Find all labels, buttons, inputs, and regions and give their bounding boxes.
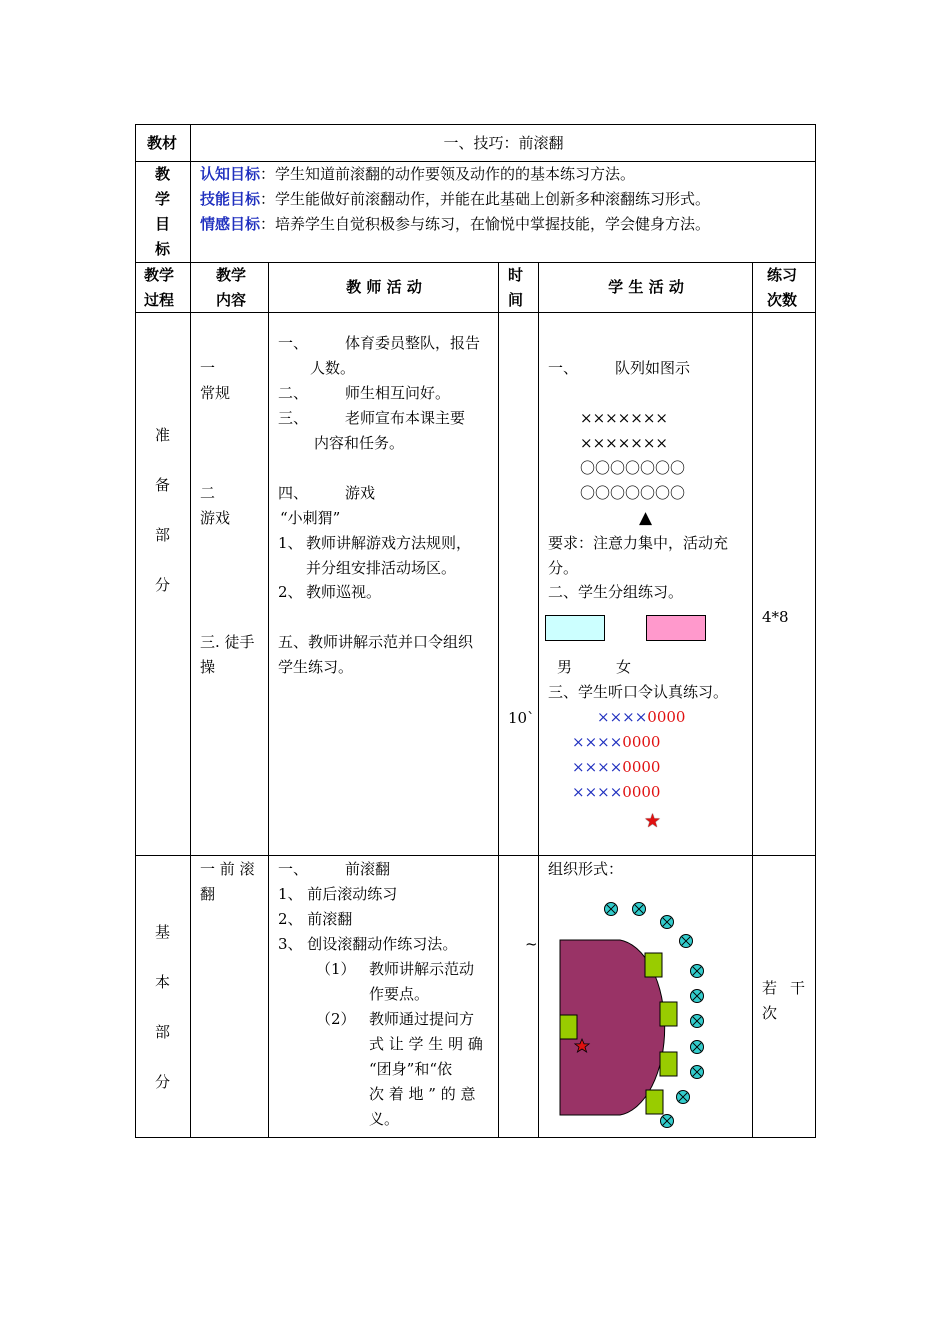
teacher-game-name: “小刺猬” [280,509,341,527]
student-marker-9 [691,1066,704,1079]
teacher-prep-line8: 五、教师讲解示范并口令组织 [278,633,474,651]
pad-1 [645,953,662,977]
col-time-2: 间 [508,291,524,309]
goal-cognitive: 认知目标：学生知道前滚翻的动作要领及动作的的基本练习方法。 [200,165,636,183]
student-requirement: 要求：注意力集中，活动充 [548,534,729,552]
teacher-basic-point2: 教师通过提问方 [369,1010,475,1028]
col-student: 学 生 活 动 [608,278,684,296]
student-org-title: 组织形式： [548,860,624,878]
female-label: 女 [616,658,632,676]
pad-2 [660,1002,677,1026]
student-marker-11 [661,1115,674,1128]
student-marker-5 [691,965,704,978]
basic-reps-3: 次 [762,1004,778,1022]
prep-content-3b: 操 [200,658,216,676]
student-marker-10 [677,1091,690,1104]
col-process-2: 过程 [144,291,175,309]
goal-affective: 情感目标：培养学生自觉积极参与练习，在愉悦中掌握技能，学会健身方法。 [200,215,711,233]
male-group-box [545,615,605,641]
teacher-prep-line3: 老师宣布本课主要 [345,409,466,427]
pad-4 [660,1052,677,1076]
teacher-prep-line6: 教师讲解游戏方法规则， [306,534,472,552]
prep-reps: 4*8 [762,608,789,626]
student-listen-practice: 三、学生听口令认真练习。 [548,683,729,701]
female-group-box [646,615,706,641]
student-marker-6 [691,990,704,1003]
student-marker-7 [691,1015,704,1028]
col-content-1: 教学 [216,266,247,284]
star-icon: ★ [644,810,662,832]
col-process-1: 教学 [144,266,175,284]
prep-content-1b: 常规 [200,384,231,402]
col-reps-2: 次数 [767,291,798,309]
basic-reps-2: 干 [790,979,806,997]
material-label: 教材 [147,134,178,152]
prep-content-1a: 一 [200,359,216,377]
pad-3 [560,1015,577,1039]
col-time-1: 时 [508,266,524,284]
student-marker-3 [661,916,674,929]
teacher-triangle-icon: ▲ [639,508,653,528]
teacher-prep-line4: 游戏 [345,484,376,502]
organization-diagram [540,890,752,1136]
student-marker-8 [691,1041,704,1054]
prep-content-2b: 游戏 [200,509,231,527]
basic-content-2: 翻 [200,885,216,903]
material-value: 一、技巧：前滚翻 [443,134,564,152]
teacher-prep-line2: 师生相互问好。 [345,384,451,402]
col-reps-1: 练习 [767,266,798,284]
male-label: 男 [557,658,573,676]
student-formation-title: 队列如图示 [615,359,691,377]
basic-content-1: 一 前 滚 [200,860,255,878]
basic-reps-1: 若 [762,979,778,997]
col-teacher: 教 师 活 动 [346,278,422,296]
teacher-basic-line3: 2、 前滚翻 [278,910,353,928]
student-marker-4 [680,935,693,948]
teacher-basic-line2: 1、 前后滚动练习 [278,885,398,903]
teacher-basic-line1: 前滚翻 [345,860,391,878]
student-marker-2 [633,903,646,916]
student-marker-1 [605,903,618,916]
teacher-basic-point1: 教师讲解示范动 [369,960,475,978]
basic-time: ~ [525,935,538,953]
student-group-practice: 二、学生分组练习。 [548,583,684,601]
prep-time: 10` [508,709,535,727]
pad-5 [646,1090,663,1114]
teacher-basic-line4: 3、 创设滚翻动作练习法。 [278,935,458,953]
prep-content-2a: 二 [200,484,216,502]
prep-content-3a: 三. 徒手 [200,633,255,651]
teacher-prep-line1: 体育委员整队，报告 [345,334,481,352]
teacher-prep-line7: 教师巡视。 [306,583,382,601]
col-content-2: 内容 [216,291,247,309]
goal-skill: 技能目标：学生能做好前滚翻动作，并能在此基础上创新多种滚翻练习形式。 [200,190,711,208]
